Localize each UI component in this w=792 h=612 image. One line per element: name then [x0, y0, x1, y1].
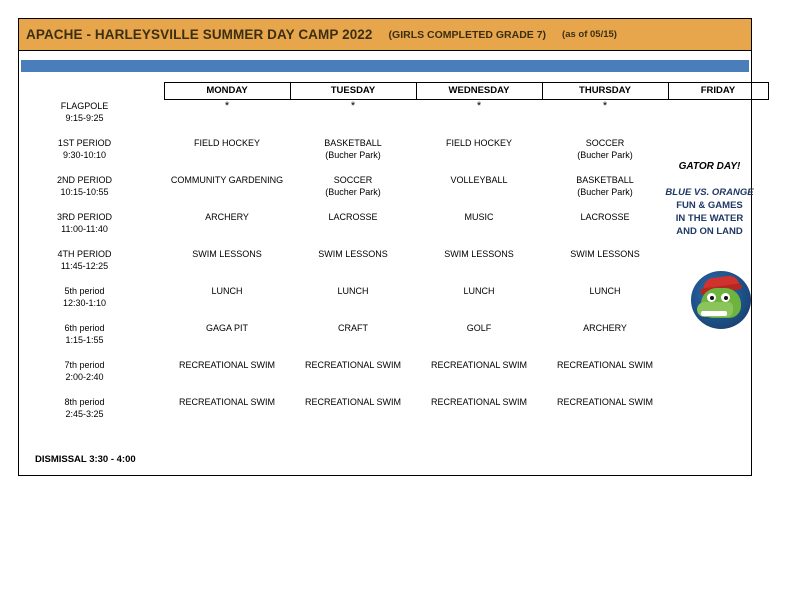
cell-activity: LUNCH [463, 285, 495, 296]
cell-wednesday [416, 100, 542, 137]
cell-thursday [542, 100, 668, 137]
cell-monday [164, 211, 290, 248]
cell-monday [164, 100, 290, 137]
cell-wednesday [416, 211, 542, 248]
cell-activity: ARCHERY [205, 211, 249, 222]
schedule-grid [19, 82, 751, 433]
cell-activity: SWIM LESSONS [444, 248, 514, 259]
cell-location: (Bucher Park) [577, 186, 633, 197]
cell-activity: SWIM LESSONS [318, 248, 388, 259]
table-row [19, 322, 768, 359]
cell-thursday [542, 137, 668, 174]
cell-monday [164, 248, 290, 285]
cell-activity: MUSIC [464, 211, 494, 222]
column-header-blank [19, 83, 164, 100]
row-label-name: 8th period [64, 396, 105, 407]
cell-activity: RECREATIONAL SWIM [430, 359, 527, 370]
cell-thursday [542, 248, 668, 285]
row-label-name: 2ND PERIOD [56, 174, 112, 185]
mascot-pupil-left-icon [710, 296, 714, 300]
friday-line-2: FUN & GAMES [676, 200, 743, 211]
cell-activity: RECREATIONAL SWIM [556, 396, 653, 407]
cell-monday [164, 322, 290, 359]
cell-activity: LUNCH [211, 285, 243, 296]
row-label-time: 1:15-1:55 [65, 334, 104, 345]
cell-friday [668, 100, 768, 137]
cell-wednesday [416, 137, 542, 174]
cell-activity: BASKETBALL [324, 137, 382, 148]
cell-activity: SWIM LESSONS [192, 248, 262, 259]
cell-thursday [542, 174, 668, 211]
cell-friday [668, 396, 768, 433]
page-title: APACHE - HARLEYSVILLE SUMMER DAY CAMP 2022 [26, 27, 373, 42]
title-group-label: (GIRLS COMPLETED GRADE 7) [388, 28, 547, 41]
cell-activity: RECREATIONAL SWIM [178, 396, 275, 407]
table-body [19, 100, 768, 433]
cell-activity: BASKETBALL [576, 174, 634, 185]
row-label-name: 4TH PERIOD [57, 248, 112, 259]
table-row [19, 396, 768, 433]
blue-vs-orange-label: BLUE VS. ORANGE [665, 187, 754, 198]
gator-mascot-icon [691, 271, 751, 329]
cell-wednesday [416, 285, 542, 322]
cell-activity: LACROSSE [328, 211, 378, 222]
cell-location: (Bucher Park) [577, 149, 633, 160]
row-label-time: 11:45-12:25 [60, 260, 109, 271]
column-header-tuesday: TUESDAY [290, 83, 416, 100]
table-row [19, 248, 768, 285]
cell-monday [164, 396, 290, 433]
cell-activity: SOCCER [585, 137, 625, 148]
cell-activity: * [476, 100, 482, 112]
cell-activity: COMMUNITY GARDENING [170, 174, 284, 185]
table-row [19, 100, 768, 137]
row-label-cell [19, 248, 164, 285]
row-label-cell [19, 396, 164, 433]
row-label-time: 2:00-2:40 [65, 371, 104, 382]
cell-thursday [542, 322, 668, 359]
cell-location: (Bucher Park) [325, 149, 381, 160]
cell-activity: RECREATIONAL SWIM [556, 359, 653, 370]
cell-activity: SOCCER [333, 174, 373, 185]
table-header-row [19, 83, 768, 100]
cell-tuesday [290, 322, 416, 359]
row-label-cell [19, 359, 164, 396]
table-row [19, 285, 768, 322]
cell-activity: LUNCH [589, 285, 621, 296]
column-header-friday: FRIDAY [668, 83, 768, 100]
cell-wednesday [416, 359, 542, 396]
cell-tuesday [290, 359, 416, 396]
row-label-time: 9:30-10:10 [62, 149, 107, 160]
cell-activity: VOLLEYBALL [450, 174, 508, 185]
cell-tuesday [290, 137, 416, 174]
row-label-cell [19, 137, 164, 174]
schedule-table [19, 82, 769, 433]
row-label-cell [19, 211, 164, 248]
cell-tuesday [290, 285, 416, 322]
row-label-name: 3RD PERIOD [56, 211, 112, 222]
column-header-thursday: THURSDAY [542, 83, 668, 100]
mascot-teeth-icon [701, 311, 727, 316]
row-label-cell [19, 174, 164, 211]
cell-activity: * [350, 100, 356, 112]
mascot-pupil-right-icon [724, 296, 728, 300]
cell-wednesday [416, 396, 542, 433]
row-label-cell [19, 100, 164, 137]
cell-tuesday [290, 248, 416, 285]
cell-activity: RECREATIONAL SWIM [304, 359, 401, 370]
row-label-cell [19, 285, 164, 322]
cell-tuesday [290, 396, 416, 433]
title-asof-label: (as of 05/15) [562, 29, 617, 40]
row-label-name: FLAGPOLE [60, 100, 109, 111]
cell-thursday [542, 359, 668, 396]
row-label-time: 12:30-1:10 [62, 297, 107, 308]
cell-activity: SWIM LESSONS [570, 248, 640, 259]
schedule-document [18, 18, 752, 476]
row-label-name: 5th period [64, 285, 105, 296]
cell-activity: GOLF [466, 322, 492, 333]
cell-monday [164, 137, 290, 174]
friday-line-3: IN THE WATER [675, 213, 744, 224]
cell-thursday [542, 396, 668, 433]
gator-day-label: GATOR DAY! [678, 161, 741, 172]
cell-friday [668, 359, 768, 396]
cell-activity: CRAFT [338, 322, 368, 333]
cell-activity: LACROSSE [580, 211, 630, 222]
table-row [19, 359, 768, 396]
cell-monday [164, 285, 290, 322]
cell-activity: RECREATIONAL SWIM [430, 396, 527, 407]
cell-tuesday [290, 100, 416, 137]
cell-wednesday [416, 174, 542, 211]
cell-activity: * [602, 100, 608, 112]
cell-tuesday [290, 174, 416, 211]
cell-tuesday [290, 211, 416, 248]
cell-activity: GAGA PIT [205, 322, 248, 333]
row-label-name: 7th period [64, 359, 105, 370]
friday-line-4: AND ON LAND [676, 226, 743, 237]
column-header-wednesday: WEDNESDAY [416, 83, 542, 100]
row-label-time: 2:45-3:25 [65, 408, 104, 419]
cell-location: (Bucher Park) [325, 186, 381, 197]
cell-wednesday [416, 322, 542, 359]
cell-activity: FIELD HOCKEY [193, 137, 260, 148]
row-label-name: 1ST PERIOD [57, 137, 112, 148]
row-label-time: 9:15-9:25 [65, 112, 104, 123]
cell-monday [164, 359, 290, 396]
row-label-cell [19, 322, 164, 359]
cell-monday [164, 174, 290, 211]
cell-activity: LUNCH [337, 285, 369, 296]
row-label-name: 6th period [64, 322, 105, 333]
dismissal-label: DISMISSAL 3:30 - 4:00 [35, 454, 136, 465]
row-label-time: 10:15-10:55 [60, 186, 109, 197]
friday-special-panel [652, 161, 767, 238]
cell-activity: FIELD HOCKEY [445, 137, 512, 148]
cell-wednesday [416, 248, 542, 285]
cell-activity: * [224, 100, 230, 112]
row-label-time: 11:00-11:40 [61, 223, 108, 234]
cell-thursday [542, 285, 668, 322]
cell-thursday [542, 211, 668, 248]
table-header [19, 83, 768, 100]
column-header-monday: MONDAY [164, 83, 290, 100]
blue-divider-bar [21, 60, 749, 72]
cell-activity: RECREATIONAL SWIM [304, 396, 401, 407]
cell-activity: ARCHERY [583, 322, 627, 333]
cell-activity: RECREATIONAL SWIM [178, 359, 275, 370]
document-title-bar [19, 19, 751, 51]
